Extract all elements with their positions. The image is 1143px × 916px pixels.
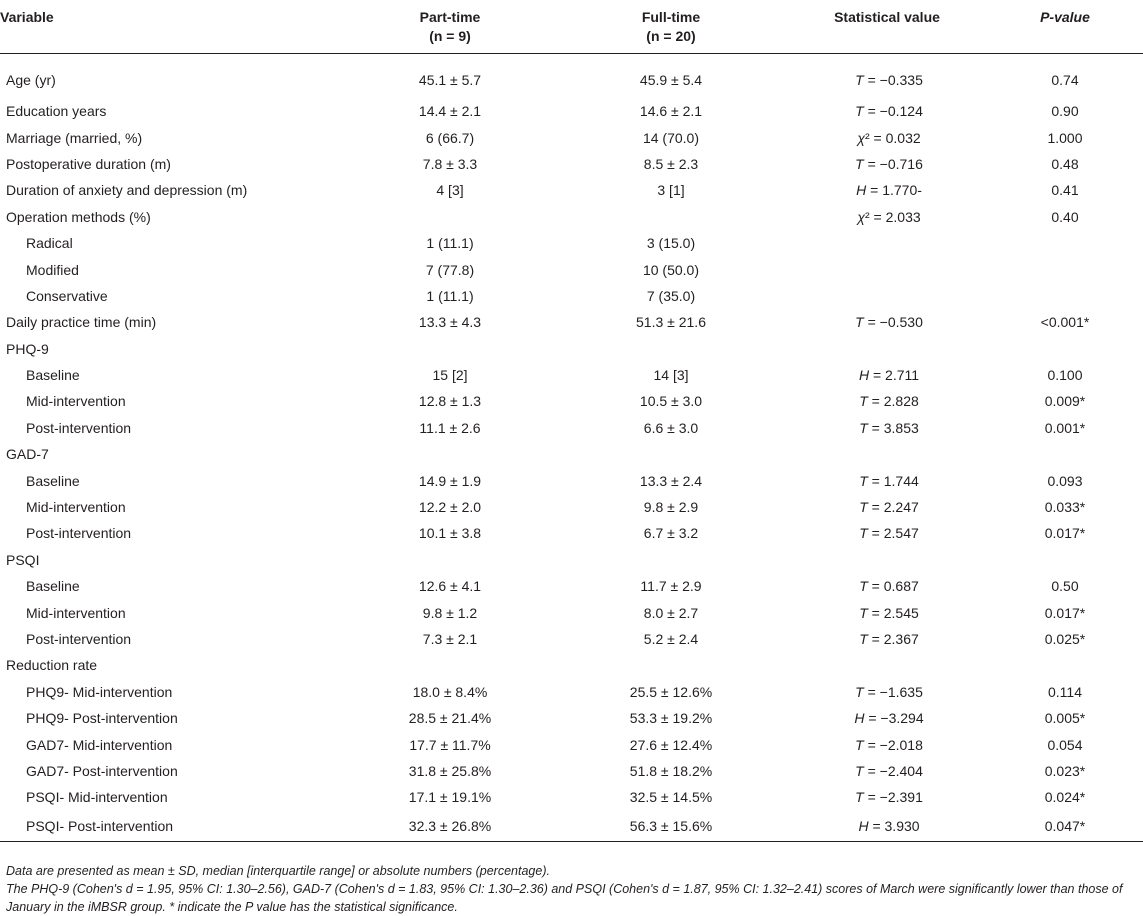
footnote-1: Data are presented as mean ± SD, median [interquartile range] or absolute numbers (percentage). [6, 864, 550, 878]
cell-p-value: 0.48 [1051, 155, 1079, 172]
cell-full-time: 27.6 ± 12.4% [629, 736, 713, 753]
cell-variable: Post-intervention [26, 419, 132, 436]
table-row [0, 415, 1143, 441]
cell-full-time: 3 [1] [657, 182, 685, 199]
cell-statistical-value: T = −2.391 [855, 789, 923, 806]
cell-variable: Postoperative duration (m) [6, 155, 171, 172]
cell-part-time: 12.8 ± 1.3 [418, 393, 482, 410]
cell-p-value [987, 230, 1143, 256]
cell-p-value: 0.005* [1044, 710, 1086, 727]
table-row [0, 705, 1143, 731]
table-header [0, 0, 1143, 54]
cell-statistical-value: H = 1.770- [856, 182, 922, 199]
cell-statistical-value: T = 2.547 [859, 525, 919, 542]
cell-variable: PSQI- Mid-intervention [26, 789, 168, 806]
cell-p-value: 0.054 [1047, 736, 1083, 753]
cell-statistical-value [787, 336, 987, 362]
header-variable-sub [0, 27, 345, 54]
table-row [0, 362, 1143, 388]
table-row [0, 204, 1143, 230]
cell-part-time: 10.1 ± 3.8 [418, 525, 482, 542]
cell-statistical-value: H = −3.294 [854, 710, 924, 727]
cell-variable: Baseline [26, 578, 80, 595]
cell-variable: Modified [26, 261, 79, 278]
cell-p-value: <0.001* [1040, 314, 1090, 331]
cell-full-time: 45.9 ± 5.4 [639, 72, 703, 88]
cell-p-value: 0.009* [1044, 393, 1086, 410]
cell-full-time: 5.2 ± 2.4 [643, 631, 699, 647]
cell-full-time: 53.3 ± 19.2% [629, 710, 713, 727]
table-row [0, 547, 1143, 573]
cell-variable: PHQ-9 [6, 340, 49, 357]
cell-full-time: 6.6 ± 3.0 [643, 419, 699, 436]
cell-part-time [345, 336, 555, 362]
cell-part-time: 1 (11.1) [426, 287, 474, 304]
cell-variable: Mid-intervention [26, 499, 126, 516]
cell-statistical-value: T = 1.744 [859, 472, 919, 489]
cell-statistical-value: T = 2.828 [859, 393, 919, 410]
header-full-time-n: (n = 20) [555, 27, 787, 54]
table-row [0, 679, 1143, 705]
cell-statistical-value: T = 3.853 [859, 419, 919, 436]
cell-p-value [987, 256, 1143, 282]
table-row [0, 626, 1143, 652]
table-row [0, 731, 1143, 757]
cell-full-time: 56.3 ± 15.6% [555, 811, 787, 842]
table-row [0, 177, 1143, 203]
cell-variable: GAD-7 [6, 446, 49, 463]
cell-p-value [987, 652, 1143, 678]
cell-full-time: 9.8 ± 2.9 [643, 499, 699, 516]
table-row [0, 520, 1143, 546]
cell-full-time [555, 652, 787, 678]
cell-part-time: 9.8 ± 1.2 [422, 604, 478, 621]
cell-part-time [345, 204, 555, 230]
table-row [0, 494, 1143, 520]
cell-variable: Radical [26, 235, 73, 252]
cell-part-time: 7.3 ± 2.1 [422, 631, 478, 647]
cell-p-value: 0.001* [1044, 419, 1086, 436]
cell-p-value: 0.50 [1051, 578, 1079, 595]
cell-statistical-value: T = −0.716 [855, 155, 923, 172]
cell-variable: Mid-intervention [26, 604, 126, 621]
cell-p-value: 0.017* [1044, 604, 1086, 621]
cell-p-value [987, 336, 1143, 362]
table-row [0, 98, 1143, 124]
cell-variable: Conservative [26, 287, 108, 304]
header-p-value-text: P-value [1040, 9, 1090, 25]
cell-full-time [555, 204, 787, 230]
cell-part-time: 4 [3] [436, 182, 464, 199]
cell-part-time: 11.1 ± 2.6 [419, 419, 481, 436]
table-row [0, 467, 1143, 493]
cell-part-time: 7 (77.8) [425, 261, 475, 278]
cell-part-time: 17.7 ± 11.7% [409, 736, 491, 753]
cell-full-time: 13.3 ± 2.4 [639, 472, 703, 489]
table-row [0, 309, 1143, 335]
cell-full-time: 14 [3] [653, 367, 689, 384]
table-body [0, 54, 1143, 842]
cell-p-value: 0.90 [1051, 103, 1079, 120]
cell-statistical-value [787, 230, 987, 256]
cell-part-time [345, 652, 555, 678]
cell-full-time: 11.7 ± 2.9 [640, 578, 702, 595]
cell-part-time: 31.8 ± 25.8% [408, 762, 492, 779]
cell-variable: PSQI- Post-intervention [0, 811, 345, 842]
cell-full-time: 8.5 ± 2.3 [643, 155, 699, 172]
cell-variable: Marriage (married, %) [6, 129, 143, 146]
cell-full-time: 14 (70.0) [642, 129, 700, 146]
cell-variable: Mid-intervention [26, 393, 126, 410]
cell-full-time: 7 (35.0) [646, 287, 696, 304]
cell-p-value: 1.000 [1047, 129, 1083, 146]
cell-full-time: 10.5 ± 3.0 [639, 393, 703, 410]
table-row [0, 784, 1143, 810]
cell-part-time: 45.1 ± 5.7 [418, 72, 482, 88]
cell-part-time: 12.2 ± 2.0 [418, 499, 482, 516]
cell-part-time [345, 441, 555, 467]
cell-full-time [555, 547, 787, 573]
cell-full-time [555, 336, 787, 362]
header-statistical-value: Statistical value [834, 9, 940, 25]
cell-part-time: 14.4 ± 2.1 [418, 103, 482, 120]
table-row [0, 573, 1143, 599]
cell-p-value [987, 283, 1143, 309]
cell-part-time: 13.3 ± 4.3 [418, 314, 482, 331]
cell-p-value: 0.047* [987, 811, 1143, 842]
cell-variable: Post-intervention [26, 631, 132, 647]
cell-part-time: 15 [2] [432, 367, 468, 384]
cell-part-time: 14.9 ± 1.9 [418, 472, 482, 489]
cell-variable: Baseline [26, 472, 80, 489]
cell-part-time: 12.6 ± 4.1 [418, 578, 482, 595]
cell-p-value: 0.41 [1051, 182, 1079, 199]
cell-statistical-value: T = 0.687 [859, 578, 919, 595]
cell-statistical-value [787, 256, 987, 282]
header-part-time-n: (n = 9) [345, 27, 555, 54]
table-row [0, 256, 1143, 282]
cell-part-time: 1 (11.1) [426, 235, 474, 252]
cell-variable: Education years [6, 103, 107, 120]
cell-part-time: 7.8 ± 3.3 [422, 155, 478, 172]
cell-variable: GAD7- Mid-intervention [26, 736, 173, 753]
table-row [0, 652, 1143, 678]
cell-p-value [987, 441, 1143, 467]
cell-statistical-value: T = −2.404 [855, 762, 923, 779]
cell-statistical-value [787, 547, 987, 573]
cell-variable: Operation methods (%) [6, 208, 151, 225]
table-row [0, 599, 1143, 625]
cell-p-value: 0.093 [1047, 472, 1083, 489]
cell-statistical-value: T = 2.545 [859, 604, 919, 621]
cell-part-time: 32.3 ± 26.8% [345, 811, 555, 842]
cell-statistical-value [787, 283, 987, 309]
cell-variable: GAD7- Post-intervention [26, 762, 178, 779]
cell-statistical-value: χ² = 2.033 [857, 208, 921, 225]
cell-statistical-value [787, 441, 987, 467]
cell-variable: PHQ9- Post-intervention [26, 710, 178, 727]
cell-full-time: 14.6 ± 2.1 [639, 103, 703, 120]
cell-variable: PHQ9- Mid-intervention [26, 683, 173, 700]
cell-p-value: 0.017* [1044, 525, 1086, 542]
footnote-2: The PHQ-9 (Cohen's d = 1.95, 95% CI: 1.30–2.56), GAD-7 (Cohen's d = 1.83, 95% CI: 1.30–2.36) and PSQI (Cohen's d = 1.87, 95% CI: 1.32–2.41) scores of March were significantly lower than those of January in the iMBSR group. * indicate the P value has the statistical significance. [6, 882, 1123, 914]
cell-variable: Reduction rate [6, 657, 98, 674]
header-p-sub [987, 27, 1143, 54]
table-row [0, 124, 1143, 150]
header-variable: Variable [0, 9, 54, 25]
cell-full-time: 32.5 ± 14.5% [629, 789, 713, 806]
table-footnotes [6, 862, 1136, 916]
cell-part-time: 6 (66.7) [425, 129, 475, 146]
header-stat-sub [787, 27, 987, 54]
cell-statistical-value: χ² = 0.032 [857, 129, 921, 146]
table-row [0, 283, 1143, 309]
cell-variable: Duration of anxiety and depression (m) [6, 182, 248, 199]
cell-full-time: 8.0 ± 2.7 [643, 604, 699, 621]
cell-part-time: 18.0 ± 8.4% [412, 683, 488, 700]
table-row [0, 230, 1143, 256]
table-row [0, 441, 1143, 467]
cell-full-time [555, 441, 787, 467]
header-part-time: Part-time [419, 9, 481, 25]
cell-part-time [345, 547, 555, 573]
cell-full-time: 25.5 ± 12.6% [629, 683, 713, 700]
cell-part-time: 28.5 ± 21.4% [408, 710, 492, 727]
cell-full-time: 3 (15.0) [646, 235, 696, 252]
cell-p-value: 0.74 [1051, 72, 1079, 88]
cell-p-value: 0.033* [1044, 499, 1086, 516]
cell-variable: PSQI [6, 551, 40, 568]
header-p-value [987, 0, 1143, 27]
cell-p-value: 0.100 [1047, 367, 1083, 384]
cell-full-time: 51.3 ± 21.6 [636, 314, 706, 331]
cell-part-time: 17.1 ± 19.1% [408, 789, 492, 806]
cell-p-value: 0.40 [1051, 208, 1079, 225]
cell-statistical-value: T = −1.635 [855, 683, 923, 700]
table-row [0, 54, 1143, 99]
cell-statistical-value: H = 3.930 [787, 811, 987, 842]
table-row [0, 336, 1143, 362]
cell-variable: Baseline [26, 367, 80, 384]
cell-p-value: 0.025* [1044, 631, 1086, 647]
cell-p-value: 0.114 [1048, 683, 1082, 700]
cell-variable: Daily practice time (min) [6, 314, 157, 331]
table-row [0, 151, 1143, 177]
cell-statistical-value: T = −2.018 [855, 736, 923, 753]
table-row [0, 388, 1143, 414]
cell-statistical-value: T = 2.367 [859, 631, 919, 647]
cell-full-time: 6.7 ± 3.2 [643, 525, 699, 542]
cell-statistical-value [787, 652, 987, 678]
cell-variable: Age (yr) [6, 72, 56, 88]
cell-full-time: 10 (50.0) [642, 261, 700, 278]
cell-statistical-value: T = −0.335 [855, 72, 923, 88]
cell-p-value [987, 547, 1143, 573]
cell-statistical-value: T = −0.124 [855, 103, 923, 120]
cell-statistical-value: T = −0.530 [855, 314, 923, 331]
cell-statistical-value: T = 2.247 [859, 499, 919, 516]
cell-full-time: 51.8 ± 18.2% [629, 762, 713, 779]
header-full-time: Full-time [641, 9, 701, 25]
cell-statistical-value: H = 2.711 [858, 367, 920, 384]
cell-p-value: 0.023* [1044, 762, 1086, 779]
cell-p-value: 0.024* [1044, 789, 1086, 806]
table-row [0, 811, 1143, 842]
table-row [0, 758, 1143, 784]
cell-variable: Post-intervention [26, 525, 132, 542]
